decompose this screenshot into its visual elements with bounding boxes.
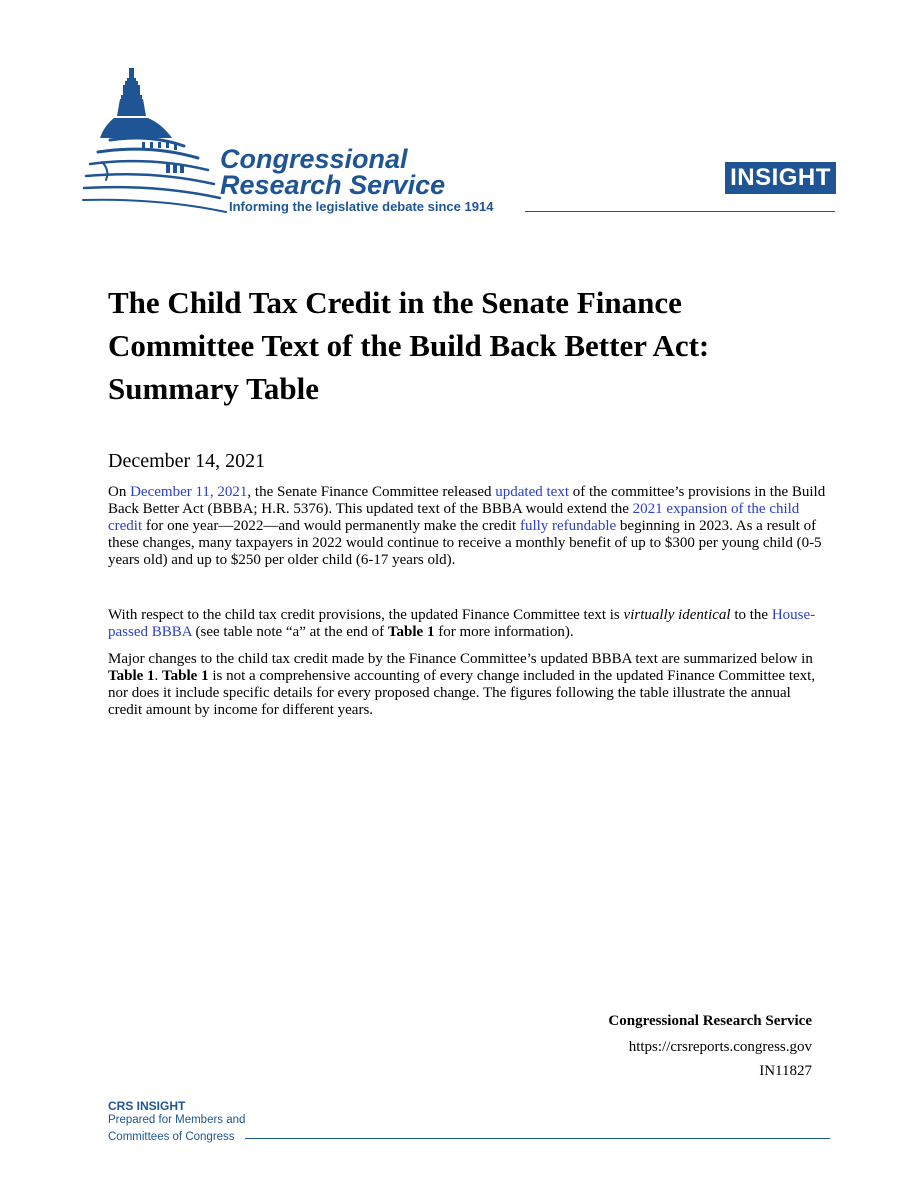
document-date: December 14, 2021 [108, 450, 266, 472]
link-december-11-2021[interactable]: December 11, 2021 [130, 484, 248, 500]
body-paragraph-3 [108, 651, 828, 719]
text-run: beginning in 2023. As a result of these changes, many taxpayers in 2022 would continue to receive a monthly benefit of up to $300 per young child (0-5 years old) and up to $250 per older child (6-17 years old). [108, 518, 822, 568]
table-reference: Table 1 [108, 668, 155, 684]
table-reference: Table 1 [387, 624, 435, 640]
link-fully-refundable[interactable]: fully refundable [519, 518, 617, 534]
text-run: Major changes to the child tax credit made by the Finance Committee’s updated BBBA text are summarized below in [108, 651, 813, 667]
table-reference: Table 1 [162, 668, 209, 684]
org-tagline: Informing the legislative debate since 1914 [229, 199, 494, 214]
text-run: of the committee’s provisions in the Build Back Better Act (BBBA; H.R. 5376). This updated text of the BBBA would extend the [108, 484, 826, 517]
footer-url: https://crsreports.congress.gov [628, 1039, 812, 1055]
text-run: is not a comprehensive accounting of every change included in the updated Finance Committee text, nor does it include specific details for every proposed change. The figures following the table illustrate the annual credit amount by income for different years. [108, 668, 816, 718]
text-run: (see table note “a” at the end of [191, 624, 388, 640]
emphasis-text: virtually identical [623, 607, 731, 623]
document-title: The Child Tax Credit in the Senate Finance Committee Text of the Build Back Better Act: Summary Table [108, 285, 710, 406]
prepared-for-line1: Prepared for Members and [108, 1114, 246, 1126]
link-2021-expansion[interactable]: 2021 expansion of the child credit [108, 501, 800, 534]
footer-org-name: Congressional Research Service [608, 1013, 812, 1029]
insight-badge: INSIGHT [725, 162, 836, 194]
header-divider [525, 211, 835, 212]
link-updated-text[interactable]: updated text [495, 484, 569, 500]
text-run: to the [730, 607, 772, 623]
text-run: for more information). [434, 624, 574, 640]
text-run: , the Senate Finance Committee released [247, 484, 496, 500]
prepared-for-line2: Committees of Congress [108, 1131, 235, 1143]
text-run: . [154, 668, 163, 684]
footer-report-id: IN11827 [759, 1063, 812, 1079]
capitol-dome-icon [80, 66, 230, 216]
text-run: On [108, 484, 131, 500]
body-paragraph-2 [108, 607, 828, 641]
link-house-passed-bbba[interactable]: House-passed BBBA [108, 607, 816, 640]
crs-insight-label: CRS INSIGHT [108, 1099, 186, 1113]
org-name-line2: Research Service [220, 170, 446, 200]
text-run: With respect to the child tax credit provisions, the updated Finance Committee text is [108, 607, 624, 623]
footer-divider [245, 1138, 830, 1139]
text-run: for one year—2022—and would permanently make the credit [142, 518, 520, 534]
body-paragraph-1 [108, 484, 828, 569]
org-name-line1: Congressional [220, 144, 408, 174]
